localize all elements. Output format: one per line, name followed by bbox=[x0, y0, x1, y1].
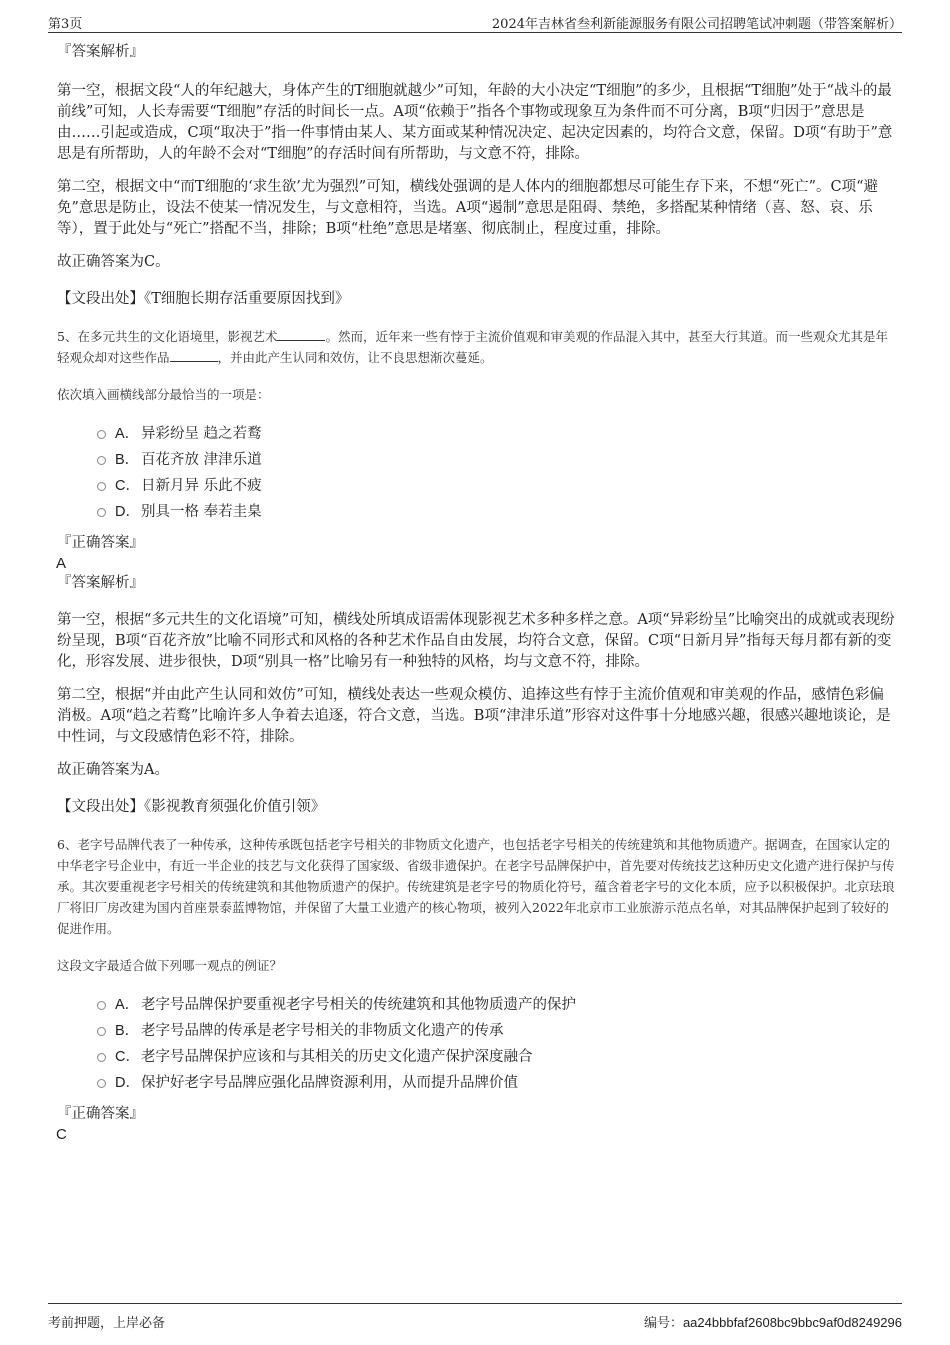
radio-icon[interactable] bbox=[97, 1079, 106, 1088]
radio-icon[interactable] bbox=[97, 430, 106, 439]
radio-icon[interactable] bbox=[97, 482, 106, 491]
q4-source: 【文段出处】《T细胞长期存活重要原因找到》 bbox=[57, 291, 350, 307]
q6-prompt: 这段文字最适合做下列哪一观点的例证？ bbox=[57, 958, 283, 973]
q5-source: 【文段出处】《影视教育须强化价值引领》 bbox=[57, 799, 326, 815]
radio-icon[interactable] bbox=[97, 1027, 106, 1036]
q5-option-a[interactable]: A． 异彩纷呈 趋之若鹜 bbox=[97, 421, 897, 447]
page-footer bbox=[48, 1303, 902, 1331]
radio-icon[interactable] bbox=[97, 456, 106, 465]
document-title: 2024年吉林省叁利新能源服务有限公司招聘笔试冲刺题（带答案解析） bbox=[491, 17, 902, 32]
q4-analysis-para1: 第一空，根据文段“人的年纪越大，身体产生的T细胞就越少”可知，年龄的大小决定“T细胞”的多少，且根据“T细胞”处于“战斗的最前线”可知，人长寿需要“T细胞”存活的时间长一点。A项“依赖于”指各个事物或现象互为条件而不可分离，B项“归因于”意思是由……引起或造成，C项“取决于”指一件事情由某人、某方面或某种情况决定、起决定因素的，均符合文意，保留。D项“有助于”意思是有所帮助，人的年龄不会对“T细胞”的存活时间有所帮助，与文意不符，排除。 bbox=[57, 83, 893, 162]
q4-analysis-para2: 第二空，根据文中“而T细胞的‘求生欲’尤为强烈”可知，横线处强调的是人体内的细胞都想尽可能生存下来，不想“死亡”。C项“避免”意思是防止，设法不使某一情况发生，与文意相符，当选。A项“遏制”意思是阻碍、禁绝，多搭配某种情绪（喜、怒、哀、乐等），置于此处与“死亡”搭配不当，排除；B项“杜绝”意思是堵塞、彻底制止，程度过重，排除。 bbox=[57, 179, 879, 237]
q5-option-d[interactable]: D． 别具一格 奉若圭臬 bbox=[97, 499, 897, 525]
q6-answer-label: 『正确答案』 bbox=[57, 1106, 144, 1122]
page-content bbox=[57, 42, 897, 1144]
radio-icon[interactable] bbox=[97, 1053, 106, 1062]
q5-analysis-para1: 第一空，根据“多元共生的文化语境”可知，横线处所填成语需体现影视艺术多种多样之意。A项“异彩纷呈”比喻突出的成就或表现纷纷呈现，B项“百花齐放”比喻不同形式和风格的各种艺术作品自由发展，均符合文意，保留。C项“日新月异”指每天每月都有新的变化，形容发展、进步很快，D项“别具一格”比喻另有一种独特的风格，均与文意不符，排除。 bbox=[57, 612, 895, 670]
q5-option-b[interactable]: B． 百花齐放 津津乐道 bbox=[97, 447, 897, 473]
q6-option-a[interactable]: A． 老字号品牌保护要重视老字号相关的传统建筑和其他物质遗产的保护 bbox=[97, 992, 897, 1018]
q6-options bbox=[57, 992, 897, 1096]
q5-analysis-para2: 第二空，根据“并由此产生认同和效仿”可知，横线处表达一些观众模仿、追捧这些有悖于主流价值观和审美观的作品，感情色彩偏消极。A项“趋之若鹜”比喻许多人争着去追逐，符合文意，当选。B项“津津乐道”形容对这件事十分地感兴趣，很感兴趣地谈论，是中性词，与文段感情色彩不符，排除。 bbox=[57, 687, 891, 745]
q5-answer-label: 『正确答案』 bbox=[57, 535, 144, 551]
q5-conclusion: 故正确答案为A。 bbox=[57, 762, 169, 778]
q5-stem: 5、在多元共生的文化语境里，影视艺术 。然而，近年来一些有悖于主流价值观和审美观的作品混入其中，甚至大行其道。而一些观众尤其是年轻观众却对这些作品 ，并由此产生认同和效仿，让不良思想渐次蔓延。 bbox=[57, 329, 888, 365]
radio-icon[interactable] bbox=[97, 508, 106, 517]
footer-note: 考前押题，上岸必备 bbox=[48, 1316, 166, 1331]
q5-prompt: 依次填入画横线部分最恰当的一项是： bbox=[57, 387, 270, 402]
page-header bbox=[48, 10, 902, 33]
q5-analysis-label: 『答案解析』 bbox=[57, 575, 144, 591]
q5-answer: A bbox=[56, 555, 67, 572]
document-code: 编号：aa24bbbfaf2608bc9bbc9af0d8249296 bbox=[643, 1315, 902, 1330]
q5-option-c[interactable]: C． 日新月异 乐此不疲 bbox=[97, 473, 897, 499]
q5-options bbox=[57, 421, 897, 525]
q4-analysis-label: 『答案解析』 bbox=[57, 44, 144, 60]
q4-conclusion: 故正确答案为C。 bbox=[57, 254, 170, 270]
q6-option-b[interactable]: B． 老字号品牌的传承是老字号相关的非物质文化遗产的传承 bbox=[97, 1018, 897, 1044]
q6-stem: 6、老字号品牌代表了一种传承，这种传承既包括老字号相关的非物质文化遗产，也包括老字号相关的传统建筑和其他物质遗产。据调查，在国家认定的中华老字号企业中，有近一半企业的技艺与文化获得了国家级、省级非遗保护。在老字号品牌保护中，首先要对传统技艺这种历史文化遗产进行保护与传承。其次要重视老字号相关的传统建筑和其他物质遗产的保护。传统建筑是老字号的物质化符号，蕴含着老字号的文化本质，应予以积极保护。北京珐琅厂将旧厂房改建为国内首座景泰蓝博物馆，并保留了大量工业遗产的核心物项，被列入2022年北京市工业旅游示范点名单，对其品牌保护起到了较好的促进作用。 bbox=[57, 837, 895, 936]
radio-icon[interactable] bbox=[97, 1001, 106, 1010]
q6-option-d[interactable]: D． 保护好老字号品牌应强化品牌资源利用，从而提升品牌价值 bbox=[97, 1070, 897, 1096]
page-number: 第3页 bbox=[48, 17, 83, 32]
q6-answer: C bbox=[56, 1126, 67, 1143]
q6-option-c[interactable]: C． 老字号品牌保护应该和与其相关的历史文化遗产保护深度融合 bbox=[97, 1044, 897, 1070]
